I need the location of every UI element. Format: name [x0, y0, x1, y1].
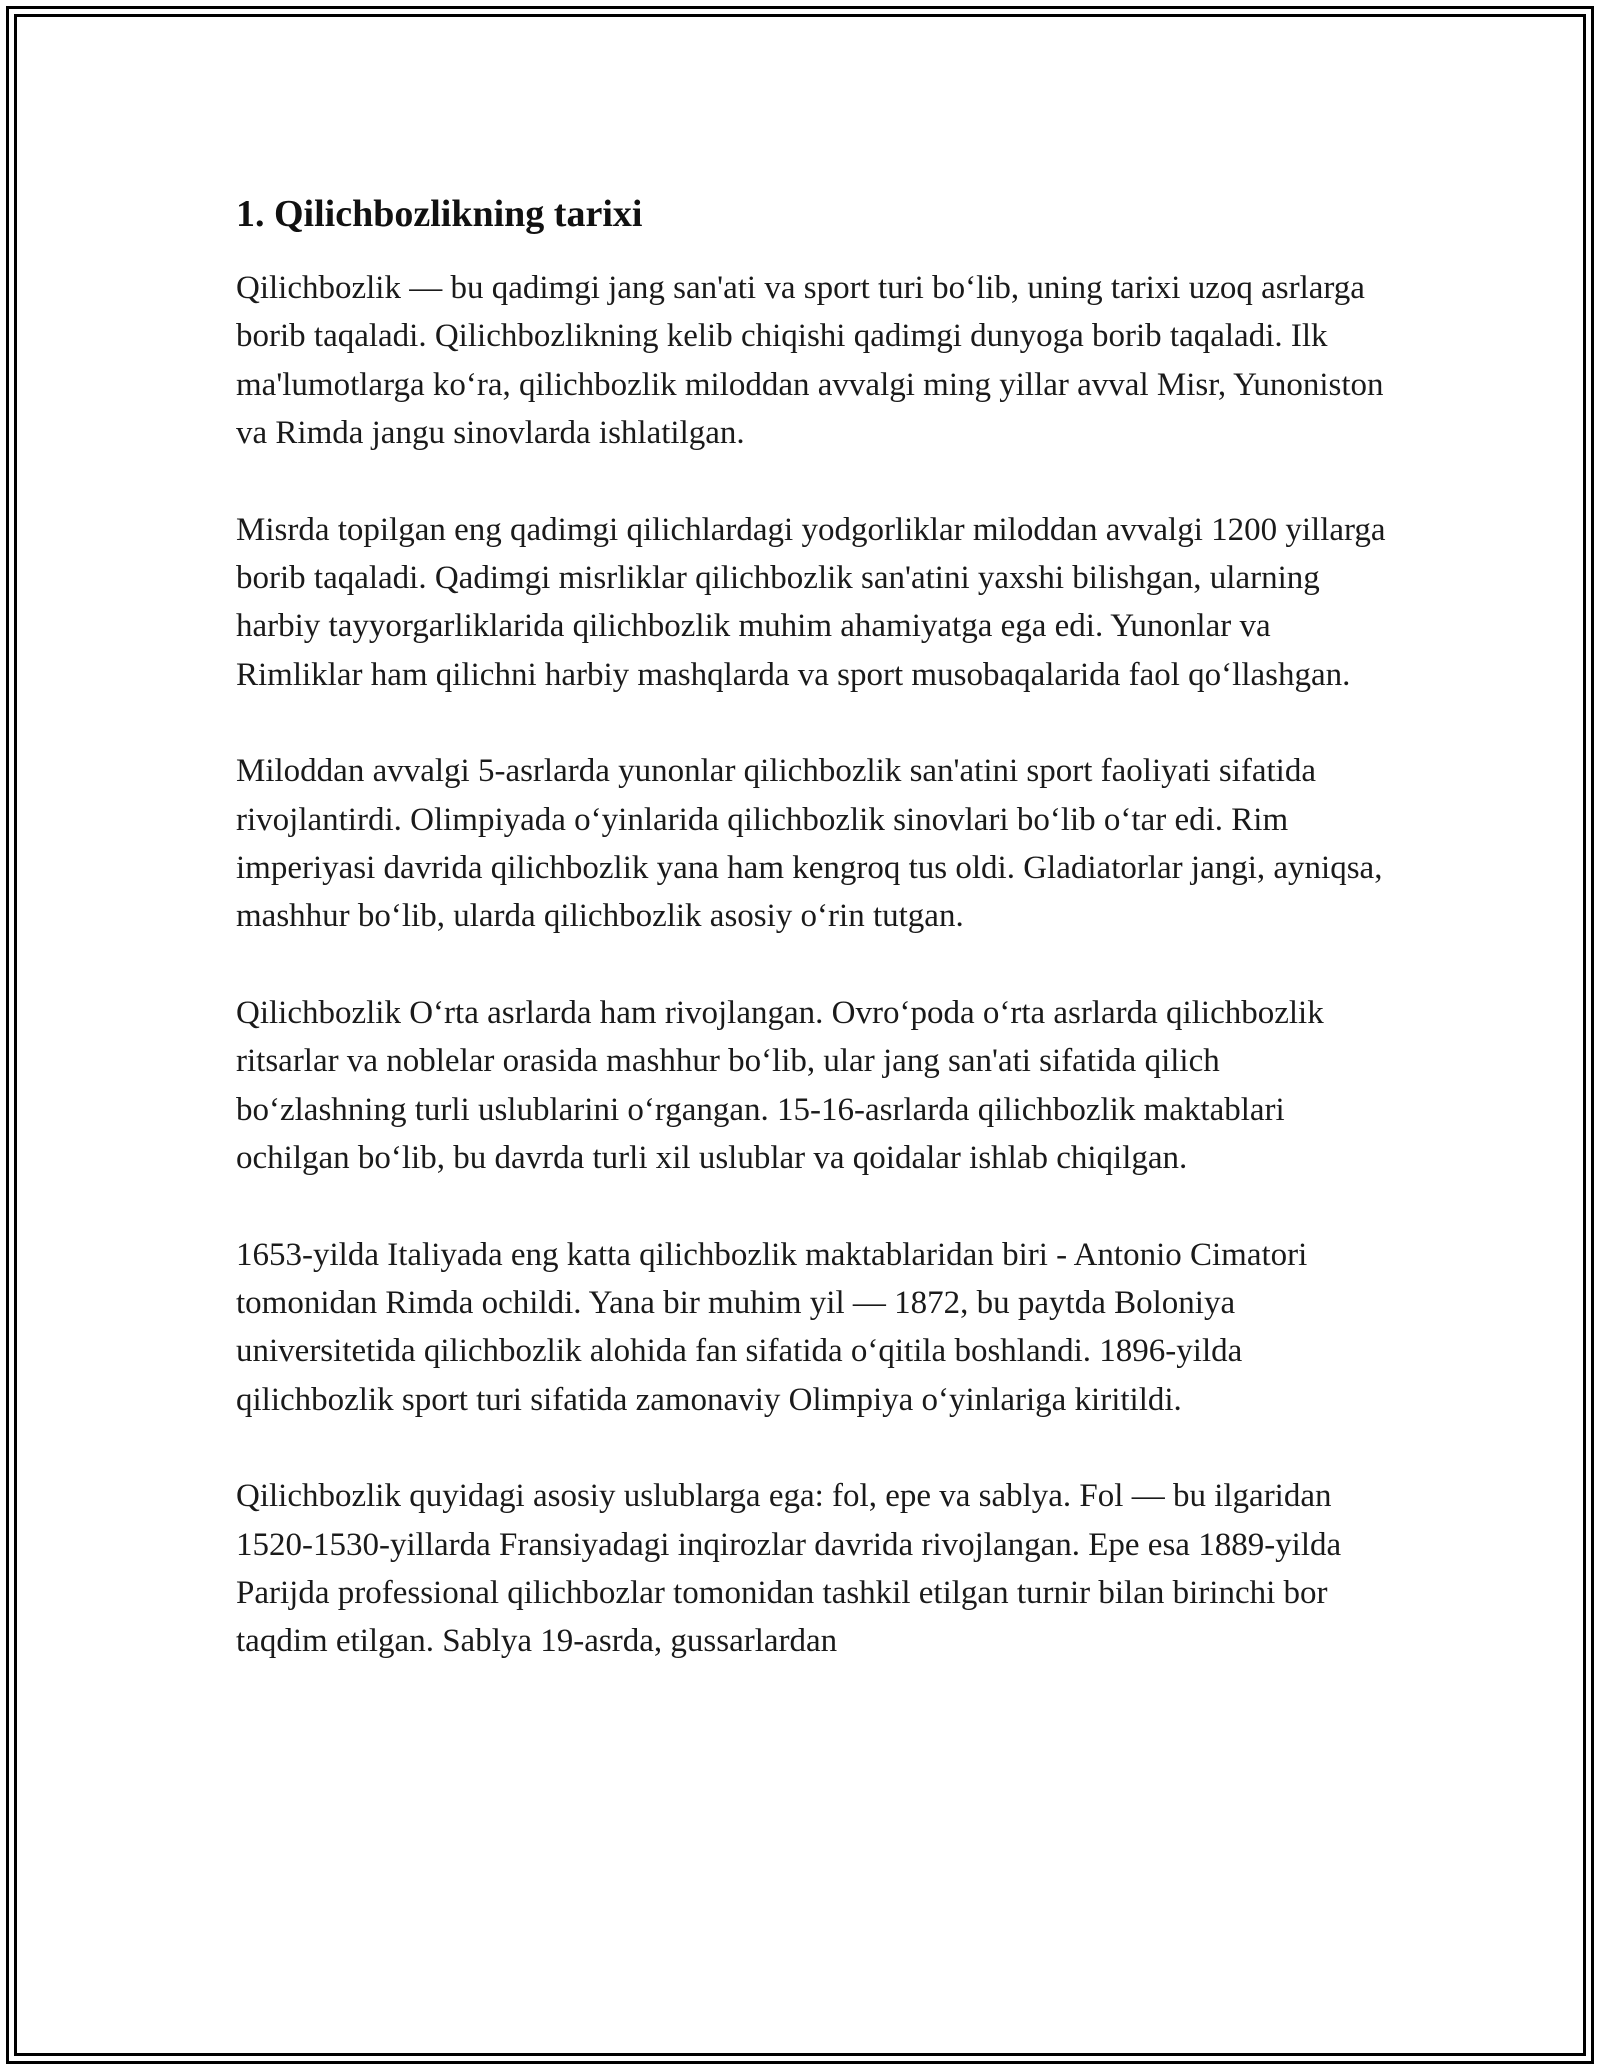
paragraph: Qilichbozlik — bu qadimgi jang san'ati va sport turi bo‘lib, uning tarixi uzoq asrlarga borib taqaladi. Qilichbozlikning kelib chiqishi qadimgi dunyoga borib taqaladi. Ilk ma'lumotlarga ko‘ra, qilichbozlik miloddan avvalgi ming yillar avval Misr, Yunoniston va Rimda jangu sinovlarda ishlatilgan. — [236, 270, 1384, 452]
paragraph: Qilichbozlik quyidagi asosiy uslublarga ega: fol, epe va sablya. Fol — bu ilgaridan 1520-1530-yillarda Fransiyadagi inqirozlar davrida rivojlangan. Epe esa 1889-yilda Parijda professional qilichbozlar tomonidan tashkil etilgan turnir bilan birinchi bor taqdim etilgan. Sablya 19-asrda, gussarlardan — [236, 1478, 1342, 1660]
section-heading: 1. Qilichbozlikning tarixi — [236, 193, 643, 235]
paragraph: 1653-yilda Italiyada eng katta qilichbozlik maktablaridan biri - Antonio Cimatori tomonidan Rimda ochildi. Yana bir muhim yil — 1872, bu paytda Boloniya universitetida qilichbozlik alohida fan sifatida o‘qitila boshlandi. 1896-yilda qilichbozlik sport turi sifatida zamonaviy Olimpiya o‘yinlariga kiritildi. — [236, 1236, 1308, 1418]
paragraph: Misrda topilgan eng qadimgi qilichlardagi yodgorliklar miloddan avvalgi 1200 yillarga borib taqaladi. Qadimgi misrliklar qilichbozlik san'atini yaxshi bilishgan, ularning harbiy tayyorgarliklarida qilichbozlik muhim ahamiyatga ega edi. Yunonlar va Rimliklar ham qilichni harbiy mashqlarda va sport musobaqalarida faol qo‘llashgan. — [236, 511, 1386, 693]
paragraph: Miloddan avvalgi 5-asrlarda yunonlar qilichbozlik san'atini sport faoliyati sifatida rivojlantirdi. Olimpiyada o‘yinlarida qilichbozlik sinovlari bo‘lib o‘tar edi. Rim imperiyasi davrida qilichbozlik yana ham kengroq tus oldi. Gladiatorlar jangi, ayniqsa, mashhur bo‘lib, ularda qilichbozlik asosiy o‘rin tutgan. — [236, 753, 1383, 935]
paragraph: Qilichbozlik O‘rta asrlarda ham rivojlangan. Ovro‘poda o‘rta asrlarda qilichbozlik ritsarlar va noblelar orasida mashhur bo‘lib, ular jang san'ati sifatida qilich bo‘zlashning turli uslublarini o‘rgangan. 15-16-asrlarda qilichbozlik maktablari ochilgan bo‘lib, bu davrda turli xil uslublar va qoidalar ishlab chiqilgan. — [236, 994, 1324, 1177]
document-body — [236, 188, 1386, 1714]
